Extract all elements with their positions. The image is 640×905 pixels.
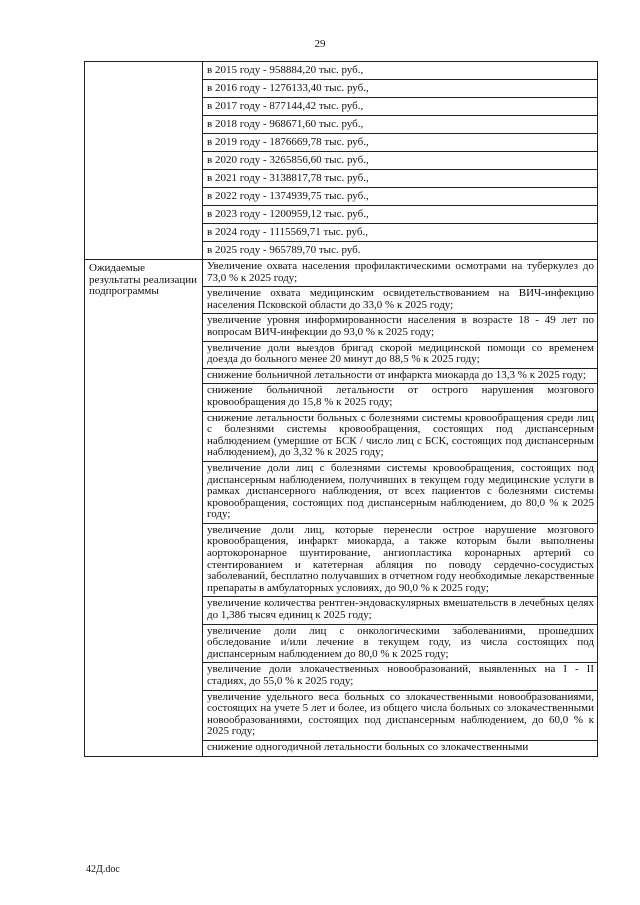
funding-row xyxy=(85,62,598,260)
result-item: снижение летальности больных с болезнями системы кровообращения среди лиц с болезнями системы кровообращения, состоящих под диспансерным наблюдением (умершие от БСК / число лиц с БСК, состоящих под диспансерным наблюдением), до 3,32 % к 2025 году; xyxy=(203,412,597,462)
result-item: снижение одногодичной летальности больных со злокачественными xyxy=(207,740,529,753)
results-label: Ожидаемые результаты реализации подпрограммы xyxy=(89,262,197,297)
result-item: увеличение удельного веса больных со злокачественными новообразованиями, состоящих на учете 5 лет и более, из общего числа больных со злокачественными новообразованиями, состоящих под диспансерным наблюдением, до 60,0 % к 2025 году; xyxy=(203,691,597,741)
results-row xyxy=(85,260,598,757)
result-item: увеличение доли злокачественных новообразований, выявленных на I - II стадиях, до 55,0 % к 2025 году; xyxy=(203,663,597,690)
result-item: увеличение количества рентген-эндоваскулярных вмешательств в лечебных целях до 1,386 тысяч единиц к 2025 году; xyxy=(203,597,597,624)
funding-cell xyxy=(203,62,598,260)
result-item: увеличение уровня информированности населения в возрасте 18 - 49 лет по вопросам ВИЧ-инфекции до 93,0 % к 2025 году; xyxy=(203,314,597,341)
funding-line: в 2016 году - 1276133,40 тыс. руб., xyxy=(203,80,597,98)
funding-line: в 2021 году - 3138817,78 тыс. руб., xyxy=(203,170,597,188)
page-number: 29 xyxy=(314,38,326,50)
funding-line: в 2018 году - 968671,60 тыс. руб., xyxy=(203,116,597,134)
result-item: Увеличение охвата населения профилактическими осмотрами на туберкулез до 73,0 % к 2025 году; xyxy=(203,260,597,287)
funding-line: в 2020 году - 3265856,60 тыс. руб., xyxy=(203,152,597,170)
funding-label-cell xyxy=(85,62,203,260)
funding-line: в 2015 году - 958884,20 тыс. руб., xyxy=(203,62,597,80)
funding-line: в 2025 году - 965789,70 тыс. руб. xyxy=(207,244,361,256)
file-name-footer: 42Д.doc xyxy=(86,864,120,875)
results-cell xyxy=(203,260,598,757)
result-item: снижение больничной летальности от острого нарушения мозгового кровообращения до 15,8 % к 2025 году; xyxy=(203,384,597,411)
result-item: увеличение доли выездов бригад скорой медицинской помощи со временем доезда до больного менее 20 минут до 88,5 % к 2025 году; xyxy=(203,342,597,369)
result-item: увеличение доли лиц, которые перенесли острое нарушение мозгового кровообращения, инфаркт миокарда, а также которым были выполнены аортокоронарное шунтирование, ангиопластика коронарных артерий со стентированием и катетерная абляция по поводу сердечно-сосудистых заболеваний, бесплатно получавших в отчетном году необходимые лекарственные препараты в амбулаторных условиях, до 90,0 % к 2025 году; xyxy=(203,524,597,598)
result-item: увеличение доли лиц с болезнями системы кровообращения, состоящих под диспансерным наблюдением, получивших в текущем году медицинские услуги в рамках диспансерного наблюдения, от всех пациентов с болезнями системы кровообращения, состоящих под диспансерным наблюдением, до 80,0 % к 2025 году; xyxy=(203,462,597,524)
funding-line: в 2019 году - 1876669,78 тыс. руб., xyxy=(203,134,597,152)
results-label-cell xyxy=(85,260,203,757)
funding-line: в 2023 году - 1200959,12 тыс. руб., xyxy=(203,206,597,224)
result-item: снижение больничной летальности от инфаркта миокарда до 13,3 % к 2025 году; xyxy=(203,369,597,385)
program-table xyxy=(84,61,598,757)
funding-line: в 2017 году - 877144,42 тыс. руб., xyxy=(203,98,597,116)
funding-line: в 2024 году - 1115569,71 тыс. руб., xyxy=(203,224,597,242)
funding-line: в 2022 году - 1374939,75 тыс. руб., xyxy=(203,188,597,206)
result-item: увеличение охвата медицинским освидетельствованием на ВИЧ-инфекцию населения Псковской области до 33,0 % к 2025 году; xyxy=(203,287,597,314)
result-item: увеличение доли лиц с онкологическими заболеваниями, прошедших обследование и/или лечение в текущем году, из числа состоящих под диспансерным наблюдением до 80,0 % к 2025 году; xyxy=(203,625,597,664)
